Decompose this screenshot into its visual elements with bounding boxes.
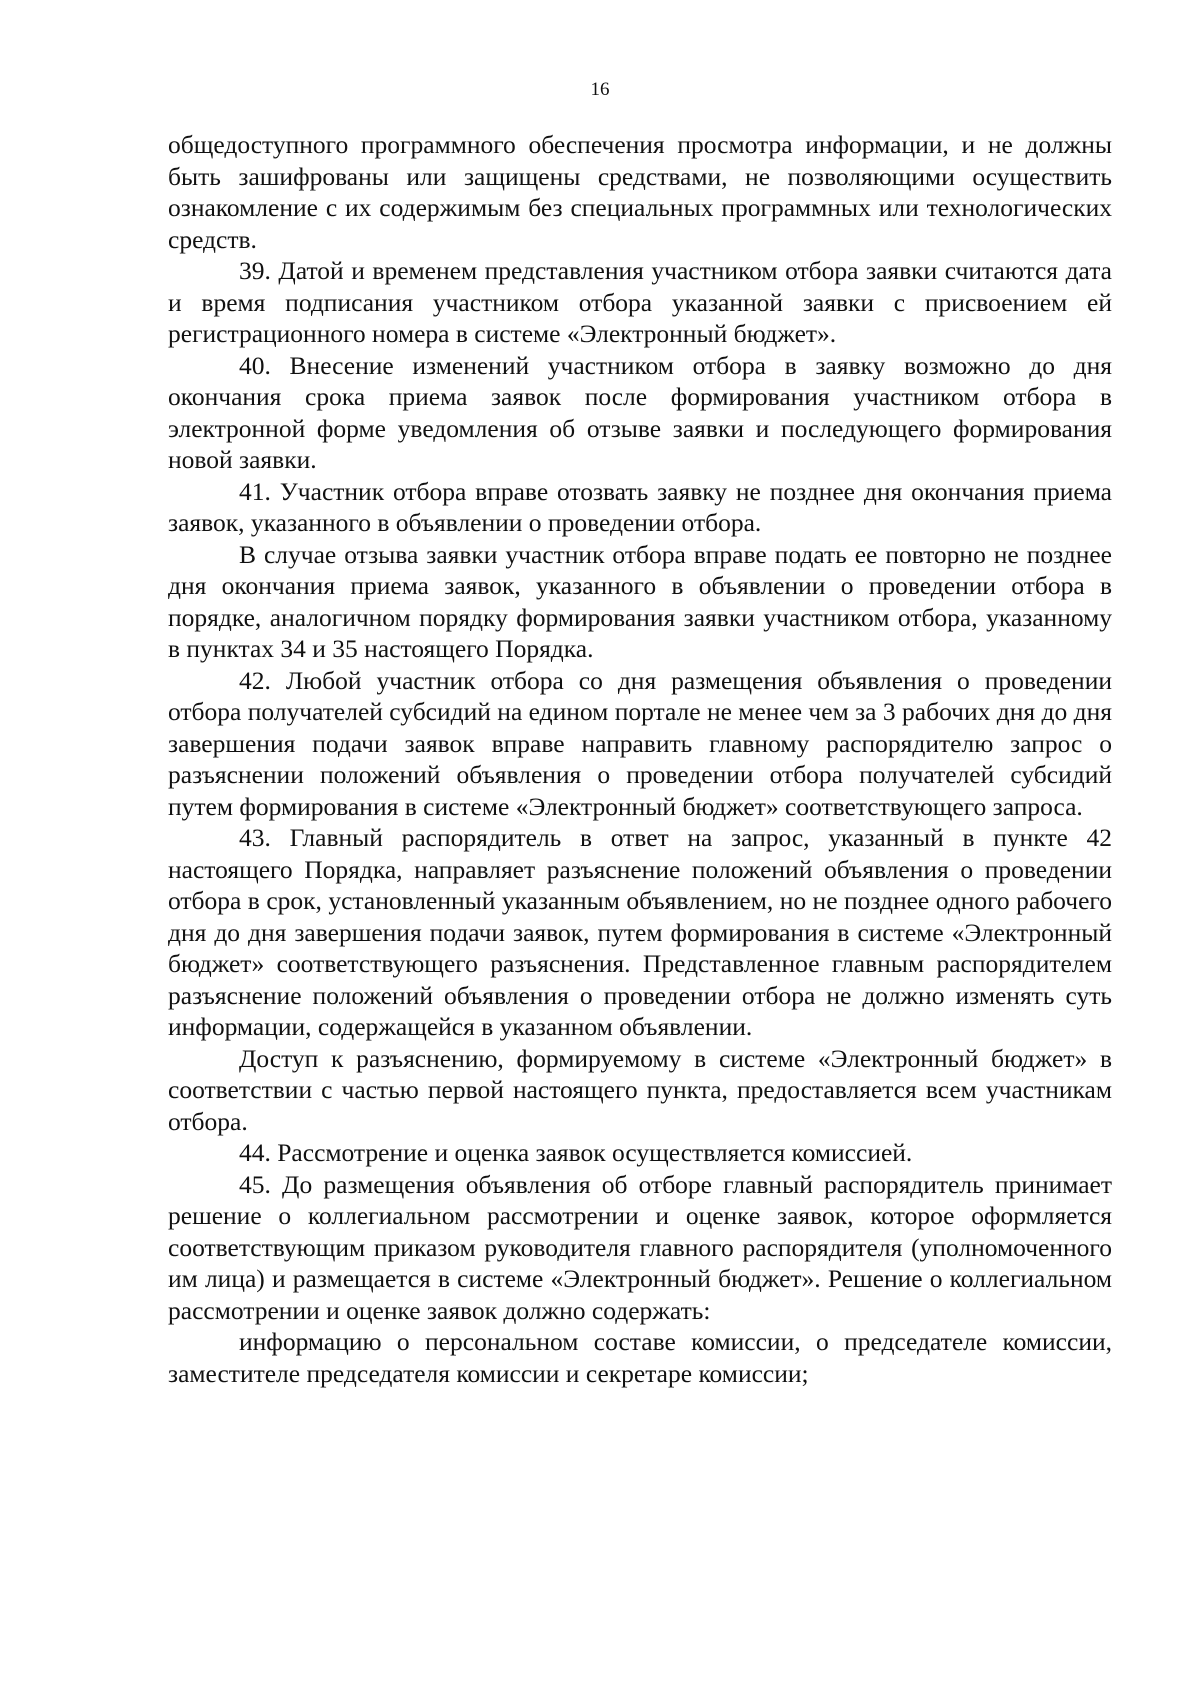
paragraph-40: 40. Внесение изменений участником отбора в заявку возможно до дня окончания срока приема заявок после формирования участником отбора в электронной форме уведомления об отзыве заявки и последующего формирования новой заявки. — [168, 350, 1112, 474]
paragraph-39: 39. Датой и временем представления участником отбора заявки считаются дата и время подписания участником отбора указанной заявки с присвоением ей регистрационного номера в системе «Электронный бюджет». — [168, 256, 1112, 348]
paragraph-45: 45. До размещения объявления об отборе главный распорядитель принимает решение о коллегиальном рассмотрении и оценке заявок, которое оформляется соответствующим приказом руководителя главного распорядителя (уполномоченного им лица) и размещается в системе «Электронный бюджет». Решение о коллегиальном рассмотрении и оценке заявок должно содержать: — [168, 1169, 1112, 1325]
page-number: 16 — [590, 79, 610, 100]
paragraph-44: 44. Рассмотрение и оценка заявок осуществляется комиссией. — [239, 1138, 913, 1167]
paragraph-45-commission-info: информацию о персональном составе комиссии, о председателе комиссии, заместителе председателя комиссии и секретаре комиссии; — [168, 1327, 1112, 1388]
paragraph-41-withdrawal: В случае отзыва заявки участник отбора вправе подать ее повторно не позднее дня окончания приема заявок, указанного в объявлении о проведении отбора в порядке, аналогичном порядку формирования заявки участником отбора, указанному в пунктах 34 и 35 настоящего Порядка. — [168, 539, 1112, 663]
paragraph-43-access: Доступ к разъяснению, формируемому в системе «Электронный бюджет» в соответствии с частью первой настоящего пункта, предоставляется всем участникам отбора. — [168, 1043, 1112, 1136]
paragraph-42: 42. Любой участник отбора со дня размещения объявления о проведении отбора получателей субсидий на едином портале не менее чем за 3 рабочих дня до дня завершения подачи заявок вправе направить главному распорядителю запрос о разъяснении положений объявления о проведении отбора получателей субсидий путем формирования в системе «Электронный бюджет» соответствующего запроса. — [168, 665, 1112, 821]
paragraph-continuation: общедоступного программного обеспечения просмотра информации, и не должны быть зашифрованы или защищены средствами, не позволяющими осуществить ознакомление с их содержимым без специальных программных или технологических средств. — [168, 130, 1112, 254]
document-body — [168, 129, 1112, 1389]
paragraph-43: 43. Главный распорядитель в ответ на запрос, указанный в пункте 42 настоящего Порядка, направляет разъяснение положений объявления о проведении отбора в срок, установленный указанным объявлением, но не позднее одного рабочего дня до дня завершения подачи заявок, путем формирования в системе «Электронный бюджет» соответствующего разъяснения. Представленное главным распорядителем разъяснение положений объявления о проведении отбора не должно изменять суть информации, содержащейся в указанном объявлении. — [168, 823, 1112, 1041]
paragraph-41: 41. Участник отбора вправе отозвать заявку не позднее дня окончания приема заявок, указанного в объявлении о проведении отбора. — [168, 476, 1112, 537]
